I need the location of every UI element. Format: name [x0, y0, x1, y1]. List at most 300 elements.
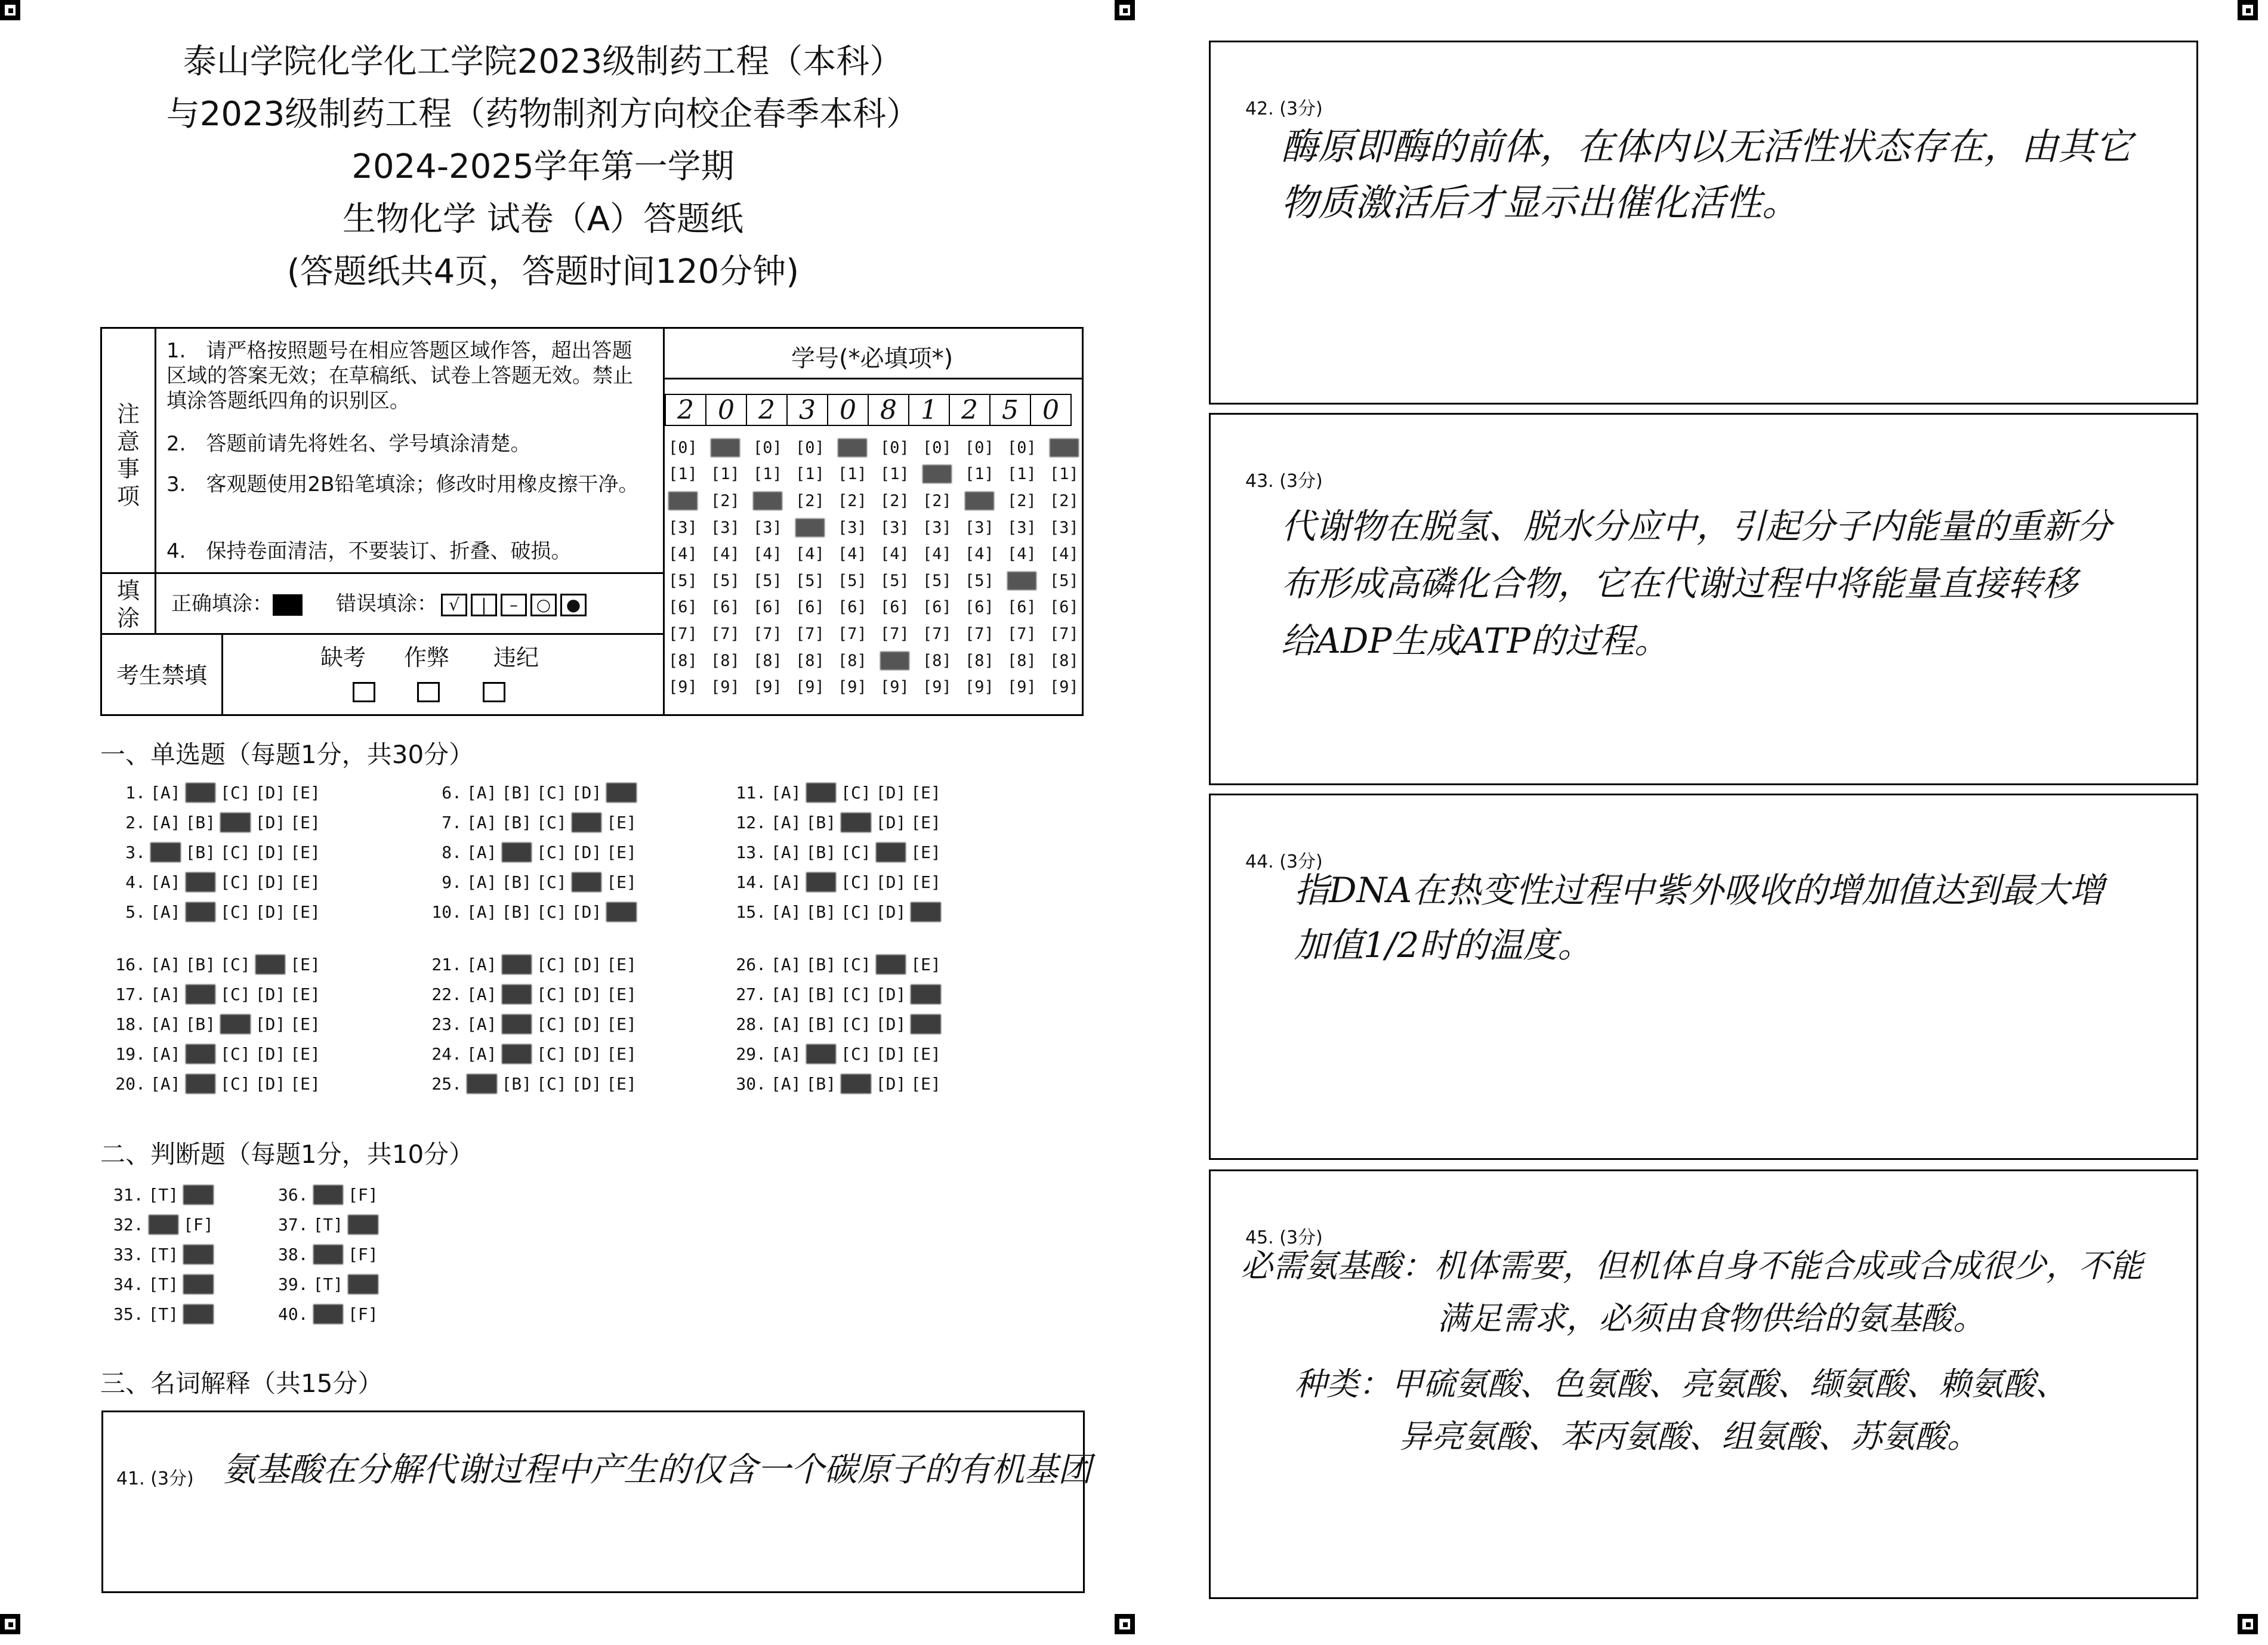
- option-bubble[interactable]: [T]: [148, 1245, 179, 1264]
- sid-bubble[interactable]: [7]: [1050, 624, 1079, 643]
- sid-bubble[interactable]: [4]: [1050, 545, 1079, 564]
- absent-checkbox[interactable]: [353, 682, 375, 702]
- sid-bubble[interactable]: [7]: [838, 624, 867, 643]
- option-bubble[interactable]: [B]: [185, 783, 216, 803]
- option-bubble[interactable]: [B]: [501, 1044, 532, 1064]
- sid-bubble[interactable]: [8]: [753, 651, 782, 670]
- option-bubble[interactable]: [C]: [536, 783, 567, 803]
- sid-bubble[interactable]: [2]: [965, 491, 994, 510]
- sid-bubble[interactable]: [9]: [795, 678, 825, 697]
- option-bubble[interactable]: [E]: [606, 955, 637, 974]
- sid-bubble[interactable]: [7]: [880, 624, 909, 643]
- option-bubble[interactable]: [B]: [501, 872, 532, 892]
- option-bubble[interactable]: [F]: [183, 1274, 214, 1294]
- option-bubble[interactable]: [D]: [571, 842, 602, 862]
- mcq-row: [113, 1074, 325, 1094]
- mcq-row: [734, 842, 946, 862]
- option-bubble[interactable]: [C]: [841, 872, 871, 892]
- option-bubble[interactable]: [B]: [501, 842, 532, 862]
- option-bubble[interactable]: [E]: [290, 955, 320, 974]
- option-bubble[interactable]: [A]: [771, 1044, 801, 1064]
- option-bubble[interactable]: [B]: [806, 813, 837, 832]
- option-bubble[interactable]: [A]: [150, 902, 181, 922]
- question-number: 38.: [278, 1245, 308, 1264]
- option-bubble[interactable]: [B]: [501, 1014, 532, 1034]
- option-bubble[interactable]: [D]: [875, 783, 906, 803]
- sid-bubble[interactable]: [8]: [1007, 651, 1036, 670]
- sid-bubble[interactable]: [1]: [922, 465, 952, 484]
- option-bubble[interactable]: [F]: [348, 1304, 378, 1324]
- option-bubble[interactable]: [B]: [501, 902, 532, 922]
- option-bubble[interactable]: [D]: [255, 872, 286, 892]
- option-bubble[interactable]: [C]: [220, 1074, 251, 1094]
- sid-bubble[interactable]: [0]: [880, 438, 909, 457]
- option-bubble[interactable]: [A]: [150, 1014, 181, 1034]
- sid-bubble[interactable]: [4]: [922, 545, 952, 564]
- option-bubble[interactable]: [B]: [185, 872, 216, 892]
- option-bubble[interactable]: [E]: [911, 842, 941, 862]
- option-bubble[interactable]: [C]: [220, 902, 251, 922]
- option-bubble[interactable]: [C]: [220, 1014, 251, 1034]
- sid-bubble[interactable]: [3]: [753, 518, 782, 537]
- option-bubble[interactable]: [F]: [348, 1185, 378, 1205]
- sid-bubble[interactable]: [1]: [795, 465, 825, 484]
- option-bubble[interactable]: [A]: [467, 813, 497, 832]
- option-bubble[interactable]: [E]: [606, 902, 637, 922]
- option-bubble[interactable]: [E]: [290, 842, 320, 862]
- sid-bubble[interactable]: [3]: [880, 518, 909, 537]
- sid-bubble[interactable]: [8]: [711, 651, 740, 670]
- option-bubble[interactable]: [C]: [841, 842, 871, 862]
- option-bubble[interactable]: [E]: [290, 1044, 320, 1064]
- option-bubble[interactable]: [E]: [911, 902, 941, 922]
- option-bubble[interactable]: [E]: [911, 813, 941, 832]
- question-number: 2.: [125, 813, 146, 832]
- sid-bubble[interactable]: [9]: [668, 678, 698, 697]
- answer-box-42[interactable]: [1209, 41, 2198, 405]
- option-bubble[interactable]: [T]: [313, 1215, 344, 1234]
- option-bubble[interactable]: [E]: [911, 1044, 941, 1064]
- option-bubble[interactable]: [C]: [536, 872, 567, 892]
- option-bubble[interactable]: [D]: [571, 955, 602, 974]
- sid-bubble[interactable]: [0]: [922, 438, 952, 457]
- option-bubble[interactable]: [E]: [606, 1044, 637, 1064]
- sid-bubble[interactable]: [9]: [753, 678, 782, 697]
- option-bubble[interactable]: [D]: [571, 902, 602, 922]
- cheat-checkbox[interactable]: [417, 682, 440, 702]
- option-bubble[interactable]: [E]: [290, 1014, 320, 1034]
- sid-bubble[interactable]: [2]: [668, 491, 698, 510]
- answer-box-44[interactable]: [1209, 794, 2198, 1160]
- option-bubble[interactable]: [B]: [806, 955, 837, 974]
- option-bubble[interactable]: [D]: [571, 813, 602, 832]
- option-bubble[interactable]: [F]: [348, 1274, 378, 1294]
- sid-bubble[interactable]: [5]: [795, 571, 825, 590]
- option-bubble[interactable]: [C]: [841, 1074, 871, 1094]
- question-number: 22.: [431, 984, 462, 1004]
- option-bubble[interactable]: [T]: [148, 1215, 179, 1234]
- option-bubble[interactable]: [F]: [183, 1185, 214, 1205]
- option-bubble[interactable]: [C]: [220, 872, 251, 892]
- option-bubble[interactable]: [T]: [313, 1304, 344, 1324]
- sid-bubble[interactable]: [2]: [753, 491, 782, 510]
- sid-bubble[interactable]: [9]: [1007, 678, 1036, 697]
- sid-bubble[interactable]: [6]: [795, 598, 825, 617]
- sid-bubble[interactable]: [8]: [965, 651, 994, 670]
- sid-bubble[interactable]: [6]: [880, 598, 909, 617]
- option-bubble[interactable]: [C]: [536, 955, 567, 974]
- option-bubble[interactable]: [D]: [255, 1074, 286, 1094]
- answer-box-43[interactable]: [1209, 413, 2198, 785]
- violation-checkbox[interactable]: [483, 682, 505, 702]
- violation-label: 违纪: [493, 644, 539, 671]
- sid-bubble[interactable]: [9]: [880, 678, 909, 697]
- option-bubble[interactable]: [C]: [841, 1044, 871, 1064]
- option-bubble[interactable]: [E]: [911, 872, 941, 892]
- option-bubble[interactable]: [A]: [467, 1014, 497, 1034]
- sid-bubble[interactable]: [1]: [838, 465, 867, 484]
- sid-bubble[interactable]: [8]: [880, 651, 909, 670]
- option-bubble[interactable]: [E]: [606, 783, 637, 803]
- exam-staff-label: 考生禁填: [116, 662, 208, 689]
- sid-bubble[interactable]: [0]: [965, 438, 994, 457]
- option-bubble[interactable]: [C]: [841, 984, 871, 1004]
- sid-bubble[interactable]: [7]: [1007, 624, 1036, 643]
- option-bubble[interactable]: [T]: [313, 1185, 344, 1205]
- sid-bubble[interactable]: [7]: [922, 624, 952, 643]
- option-bubble[interactable]: [T]: [313, 1274, 344, 1294]
- option-bubble[interactable]: [D]: [571, 1074, 602, 1094]
- tf-row: [278, 1304, 383, 1324]
- option-bubble[interactable]: [B]: [806, 1074, 837, 1094]
- sid-bubble[interactable]: [5]: [1007, 571, 1036, 590]
- option-bubble[interactable]: [E]: [911, 1074, 941, 1094]
- sid-bubble[interactable]: [2]: [922, 491, 952, 510]
- option-bubble[interactable]: [A]: [771, 1014, 801, 1034]
- option-bubble[interactable]: [A]: [467, 1044, 497, 1064]
- sid-bubble[interactable]: [6]: [668, 598, 698, 617]
- option-bubble[interactable]: [F]: [348, 1245, 378, 1264]
- option-bubble[interactable]: [C]: [536, 1014, 567, 1034]
- mcq-row: [430, 955, 641, 974]
- option-bubble[interactable]: [A]: [771, 984, 801, 1004]
- sid-bubble[interactable]: [5]: [753, 571, 782, 590]
- option-bubble[interactable]: [D]: [255, 783, 286, 803]
- option-bubble[interactable]: [E]: [290, 902, 320, 922]
- option-bubble[interactable]: [D]: [875, 955, 906, 974]
- sid-bubble[interactable]: [3]: [965, 518, 994, 537]
- option-bubble[interactable]: [A]: [467, 842, 497, 862]
- option-bubble[interactable]: [B]: [806, 902, 837, 922]
- sid-bubble[interactable]: [6]: [711, 598, 740, 617]
- option-bubble[interactable]: [A]: [467, 872, 497, 892]
- option-bubble[interactable]: [A]: [467, 783, 497, 803]
- option-bubble[interactable]: [A]: [771, 872, 801, 892]
- option-bubble[interactable]: [D]: [255, 984, 286, 1004]
- option-bubble[interactable]: [A]: [150, 783, 181, 803]
- option-bubble[interactable]: [B]: [501, 984, 532, 1004]
- option-bubble[interactable]: [B]: [501, 1074, 532, 1094]
- option-bubble[interactable]: [A]: [771, 842, 801, 862]
- option-bubble[interactable]: [D]: [255, 955, 286, 974]
- option-bubble[interactable]: [C]: [220, 813, 251, 832]
- option-bubble[interactable]: [E]: [290, 984, 320, 1004]
- option-bubble[interactable]: [A]: [150, 842, 181, 862]
- q41-label: 41. (3分): [116, 1468, 194, 1489]
- option-bubble[interactable]: [B]: [185, 842, 216, 862]
- option-bubble[interactable]: [B]: [806, 1044, 837, 1064]
- option-bubble[interactable]: [D]: [571, 1044, 602, 1064]
- sid-bubble[interactable]: [1]: [1050, 465, 1079, 484]
- sid-bubble[interactable]: [4]: [753, 545, 782, 564]
- option-bubble[interactable]: [C]: [841, 813, 871, 832]
- sid-bubble[interactable]: [6]: [922, 598, 952, 617]
- option-bubble[interactable]: [B]: [185, 1044, 216, 1064]
- sid-bubble[interactable]: [5]: [922, 571, 952, 590]
- option-bubble[interactable]: [A]: [150, 872, 181, 892]
- option-bubble[interactable]: [A]: [150, 1074, 181, 1094]
- q41-answer: 氨基酸在分解代谢过程中产生的仅含一个碳原子的有机基团: [223, 1450, 1091, 1489]
- option-bubble[interactable]: [D]: [571, 1014, 602, 1034]
- sid-bubble[interactable]: [6]: [1050, 598, 1079, 617]
- option-bubble[interactable]: [E]: [606, 984, 637, 1004]
- sid-bubble[interactable]: [8]: [668, 651, 698, 670]
- option-bubble[interactable]: [B]: [185, 955, 216, 974]
- option-bubble[interactable]: [T]: [148, 1185, 179, 1205]
- option-bubble[interactable]: [E]: [606, 813, 637, 832]
- option-bubble[interactable]: [A]: [467, 955, 497, 974]
- option-bubble[interactable]: [E]: [290, 813, 320, 832]
- option-bubble[interactable]: [B]: [501, 955, 532, 974]
- sid-bubble[interactable]: [6]: [965, 598, 994, 617]
- option-bubble[interactable]: [D]: [875, 872, 906, 892]
- option-bubble[interactable]: [C]: [220, 842, 251, 862]
- option-bubble[interactable]: [E]: [290, 783, 320, 803]
- sid-bubble[interactable]: [2]: [795, 491, 825, 510]
- sid-bubble[interactable]: [4]: [711, 545, 740, 564]
- sid-bubble[interactable]: [2]: [838, 491, 867, 510]
- sid-bubble[interactable]: [7]: [965, 624, 994, 643]
- option-bubble[interactable]: [F]: [183, 1215, 214, 1234]
- tf-row: [278, 1245, 383, 1264]
- sid-bubble[interactable]: [5]: [965, 571, 994, 590]
- option-bubble[interactable]: [E]: [911, 783, 941, 803]
- option-bubble[interactable]: [C]: [220, 1044, 251, 1064]
- option-bubble[interactable]: [E]: [290, 872, 320, 892]
- option-bubble[interactable]: [B]: [806, 984, 837, 1004]
- option-bubble[interactable]: [A]: [150, 813, 181, 832]
- sid-bubble[interactable]: [9]: [965, 678, 994, 697]
- sid-bubble[interactable]: [7]: [753, 624, 782, 643]
- sid-bubble-row: [668, 647, 1092, 674]
- option-bubble[interactable]: [B]: [806, 872, 837, 892]
- option-bubble[interactable]: [B]: [185, 1014, 216, 1034]
- student-id-bubble-grid: [668, 434, 1092, 700]
- sid-bubble[interactable]: [1]: [753, 465, 782, 484]
- option-bubble[interactable]: [C]: [536, 984, 567, 1004]
- sid-bubble[interactable]: [2]: [1050, 491, 1079, 510]
- option-bubble[interactable]: [C]: [536, 813, 567, 832]
- option-bubble[interactable]: [C]: [841, 1014, 871, 1034]
- option-bubble[interactable]: [D]: [255, 1044, 286, 1064]
- sid-bubble[interactable]: [8]: [922, 651, 952, 670]
- option-bubble[interactable]: [A]: [771, 955, 801, 974]
- sid-bubble[interactable]: [6]: [753, 598, 782, 617]
- option-bubble[interactable]: [A]: [771, 783, 801, 803]
- sid-bubble[interactable]: [2]: [1007, 491, 1036, 510]
- option-bubble[interactable]: [B]: [806, 842, 837, 862]
- option-bubble[interactable]: [D]: [875, 1074, 906, 1094]
- sid-bubble[interactable]: [3]: [711, 518, 740, 537]
- sid-bubble[interactable]: [0]: [1007, 438, 1036, 457]
- option-bubble[interactable]: [D]: [255, 842, 286, 862]
- sid-bubble[interactable]: [9]: [711, 678, 740, 697]
- sid-bubble[interactable]: [8]: [795, 651, 825, 670]
- sid-bubble[interactable]: [4]: [668, 545, 698, 564]
- sid-bubble[interactable]: [4]: [795, 545, 825, 564]
- sid-bubble[interactable]: [9]: [922, 678, 952, 697]
- option-bubble[interactable]: [D]: [875, 813, 906, 832]
- sid-bubble[interactable]: [0]: [838, 438, 867, 457]
- option-bubble[interactable]: [D]: [875, 984, 906, 1004]
- option-bubble[interactable]: [D]: [571, 783, 602, 803]
- answer-box-45[interactable]: [1209, 1169, 2198, 1599]
- option-bubble[interactable]: [A]: [771, 1074, 801, 1094]
- sid-bubble[interactable]: [5]: [1050, 571, 1079, 590]
- header-line-2: 与2023级制药工程（药物制剂方向校企春季本科）: [166, 95, 920, 134]
- option-bubble[interactable]: [A]: [467, 902, 497, 922]
- option-bubble[interactable]: [C]: [220, 984, 251, 1004]
- option-bubble[interactable]: [B]: [501, 783, 532, 803]
- option-bubble[interactable]: [C]: [841, 902, 871, 922]
- option-bubble[interactable]: [D]: [255, 902, 286, 922]
- sid-bubble[interactable]: [4]: [965, 545, 994, 564]
- sid-bubble[interactable]: [0]: [668, 438, 698, 457]
- option-bubble[interactable]: [E]: [911, 955, 941, 974]
- option-bubble[interactable]: [C]: [841, 783, 871, 803]
- sid-bubble[interactable]: [9]: [838, 678, 867, 697]
- sid-bubble[interactable]: [1]: [880, 465, 909, 484]
- option-bubble[interactable]: [B]: [501, 813, 532, 832]
- sid-bubble[interactable]: [7]: [711, 624, 740, 643]
- sid-bubble[interactable]: [0]: [711, 438, 740, 457]
- option-bubble[interactable]: [A]: [467, 1074, 497, 1094]
- option-bubble[interactable]: [B]: [185, 902, 216, 922]
- option-bubble[interactable]: [E]: [606, 872, 637, 892]
- sid-bubble[interactable]: [4]: [838, 545, 867, 564]
- sid-bubble[interactable]: [1]: [711, 465, 740, 484]
- q42-label: 42. (3分): [1245, 98, 1323, 119]
- option-bubble[interactable]: [B]: [185, 1074, 216, 1094]
- option-bubble[interactable]: [B]: [806, 783, 837, 803]
- sid-bubble[interactable]: [3]: [1007, 518, 1036, 537]
- option-bubble[interactable]: [T]: [148, 1304, 179, 1324]
- corner-marker-top-left: [0, 0, 20, 20]
- sid-bubble[interactable]: [9]: [1050, 678, 1079, 697]
- option-bubble[interactable]: [E]: [606, 842, 637, 862]
- option-bubble[interactable]: [E]: [606, 1074, 637, 1094]
- option-bubble[interactable]: [C]: [536, 1074, 567, 1094]
- answer-box-41[interactable]: [101, 1411, 1091, 1593]
- sid-bubble[interactable]: [3]: [668, 518, 698, 537]
- sid-bubble[interactable]: [2]: [880, 491, 909, 510]
- option-bubble[interactable]: [C]: [536, 842, 567, 862]
- sid-bubble[interactable]: [7]: [795, 624, 825, 643]
- sid-bubble[interactable]: [6]: [838, 598, 867, 617]
- sid-bubble[interactable]: [4]: [1007, 545, 1036, 564]
- option-bubble[interactable]: [F]: [183, 1245, 214, 1264]
- option-bubble[interactable]: [T]: [148, 1274, 179, 1294]
- option-bubble[interactable]: [E]: [290, 1074, 320, 1094]
- option-bubble[interactable]: [D]: [875, 842, 906, 862]
- sid-bubble[interactable]: [2]: [711, 491, 740, 510]
- sid-bubble[interactable]: [5]: [838, 571, 867, 590]
- sid-bubble[interactable]: [0]: [753, 438, 782, 457]
- option-bubble[interactable]: [C]: [220, 783, 251, 803]
- option-bubble[interactable]: [A]: [150, 1044, 181, 1064]
- option-bubble[interactable]: [F]: [348, 1215, 378, 1234]
- sid-bubble[interactable]: [0]: [795, 438, 825, 457]
- option-bubble[interactable]: [D]: [255, 1014, 286, 1034]
- option-bubble[interactable]: [A]: [150, 984, 181, 1004]
- option-bubble[interactable]: [D]: [875, 1014, 906, 1034]
- sid-bubble[interactable]: [3]: [838, 518, 867, 537]
- sid-bubble[interactable]: [5]: [880, 571, 909, 590]
- option-bubble[interactable]: [T]: [313, 1245, 344, 1264]
- option-bubble[interactable]: [D]: [571, 872, 602, 892]
- sid-bubble[interactable]: [3]: [1050, 518, 1079, 537]
- mcq-row: [734, 984, 946, 1004]
- sid-bubble[interactable]: [3]: [922, 518, 952, 537]
- sid-bubble[interactable]: [5]: [711, 571, 740, 590]
- option-bubble[interactable]: [C]: [536, 1044, 567, 1064]
- sid-bubble[interactable]: [1]: [965, 465, 994, 484]
- question-number: 23.: [431, 1014, 462, 1034]
- sid-bubble[interactable]: [8]: [838, 651, 867, 670]
- sid-bubble[interactable]: [3]: [795, 518, 825, 537]
- sid-bubble[interactable]: [4]: [880, 545, 909, 564]
- option-bubble[interactable]: [E]: [911, 1014, 941, 1034]
- sid-bubble[interactable]: [5]: [668, 571, 698, 590]
- sid-bubble[interactable]: [7]: [668, 624, 698, 643]
- option-bubble[interactable]: [A]: [150, 955, 181, 974]
- option-bubble[interactable]: [E]: [606, 1014, 637, 1034]
- sid-bubble-row: [668, 594, 1092, 621]
- option-bubble[interactable]: [C]: [220, 955, 251, 974]
- option-bubble[interactable]: [B]: [185, 984, 216, 1004]
- option-bubble[interactable]: [D]: [875, 902, 906, 922]
- mcq-row: [430, 902, 641, 922]
- option-bubble[interactable]: [F]: [183, 1304, 214, 1324]
- option-bubble[interactable]: [D]: [875, 1044, 906, 1064]
- sid-bubble[interactable]: [0]: [1050, 438, 1079, 457]
- notes-label: 注 意 事 项: [116, 401, 140, 510]
- option-bubble[interactable]: [D]: [255, 813, 286, 832]
- option-bubble[interactable]: [C]: [536, 902, 567, 922]
- option-bubble[interactable]: [E]: [911, 984, 941, 1004]
- option-bubble[interactable]: [A]: [771, 902, 801, 922]
- option-bubble[interactable]: [B]: [806, 1014, 837, 1034]
- option-bubble[interactable]: [A]: [467, 984, 497, 1004]
- option-bubble[interactable]: [C]: [841, 955, 871, 974]
- option-bubble[interactable]: [B]: [185, 813, 216, 832]
- sid-bubble[interactable]: [8]: [1050, 651, 1079, 670]
- sid-bubble[interactable]: [1]: [668, 465, 698, 484]
- option-bubble[interactable]: [A]: [771, 813, 801, 832]
- sid-bubble[interactable]: [6]: [1007, 598, 1036, 617]
- sid-bubble[interactable]: [1]: [1007, 465, 1036, 484]
- option-bubble[interactable]: [D]: [571, 984, 602, 1004]
